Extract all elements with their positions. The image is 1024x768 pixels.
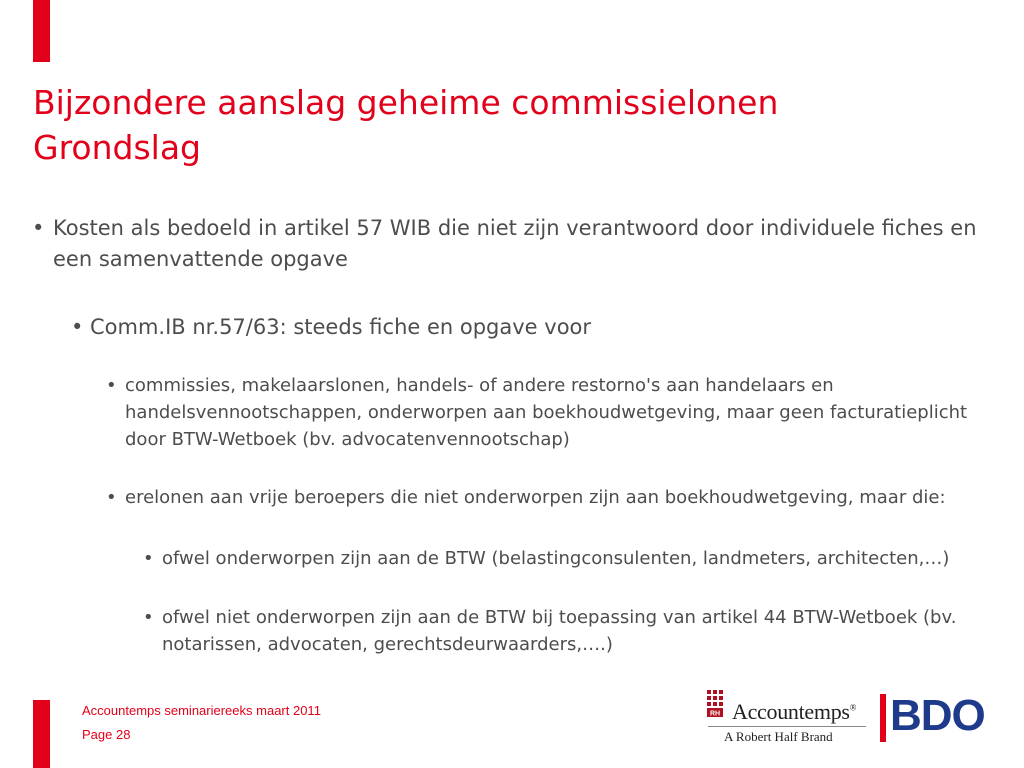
bullet-level-3 (106, 372, 976, 453)
page-number: Page 28 (82, 727, 131, 742)
bullet-text: Kosten als bedoeld in artikel 57 WIB die niet zijn verantwoord door individuele fiches en een samenvattende opgave (53, 216, 977, 271)
svg-text:RH: RH (709, 710, 721, 718)
rh-grid-icon (706, 689, 728, 723)
title-line-1: Bijzondere aanslag geheime commissielonen (33, 83, 779, 122)
slide-title (33, 80, 993, 170)
bullet-dot: • (71, 315, 84, 339)
footer-series: Accountemps seminariereeks maart 2011 (82, 703, 321, 718)
title-line-2: Grondslag (33, 128, 201, 167)
bullet-level-1 (32, 213, 982, 275)
bdo-wordmark: BDO (890, 691, 985, 740)
top-accent-bar (33, 0, 50, 62)
accountemps-tagline: A Robert Half Brand (724, 729, 833, 744)
bullet-text: commissies, makelaarslonen, handels- of andere restorno's aan handelaars en handelsvennootschappen, onderworpen aan boekhoudwetgeving, maar geen facturatieplicht door BTW-Wetboek (bv. advocatenvennootschap) (125, 375, 968, 450)
bullet-text: ofwel niet onderworpen zijn aan de BTW bij toepassing van artikel 44 BTW-Wetboek (bv. notarissen, advocaten, gerechtsdeurwaarders,….) (162, 607, 957, 655)
bdo-red-bar (880, 694, 886, 742)
bullet-dot: • (106, 375, 117, 396)
bullet-text: erelonen aan vrije beroepers die niet onderworpen zijn aan boekhoudwetgeving, maar die: (125, 487, 946, 508)
bullet-level-3 (106, 484, 976, 511)
bullet-dot: • (32, 216, 45, 240)
bullet-dot: • (106, 487, 117, 508)
bullet-level-4 (143, 545, 963, 572)
bullet-text: ofwel onderworpen zijn aan de BTW (belastingconsulenten, landmeters, architecten,…) (162, 548, 950, 569)
accountemps-logo (706, 689, 871, 745)
bottom-accent-bar (33, 700, 50, 768)
bullet-text: Comm.IB nr.57/63: steeds fiche en opgave voor (90, 315, 592, 339)
bullet-level-2 (71, 312, 971, 343)
bdo-logo (880, 691, 995, 742)
accountemps-divider (708, 726, 866, 727)
bullet-dot: • (143, 607, 154, 628)
bullet-level-4 (143, 604, 963, 658)
accountemps-wordmark: Accountemps® (732, 699, 857, 724)
bullet-dot: • (143, 548, 154, 569)
